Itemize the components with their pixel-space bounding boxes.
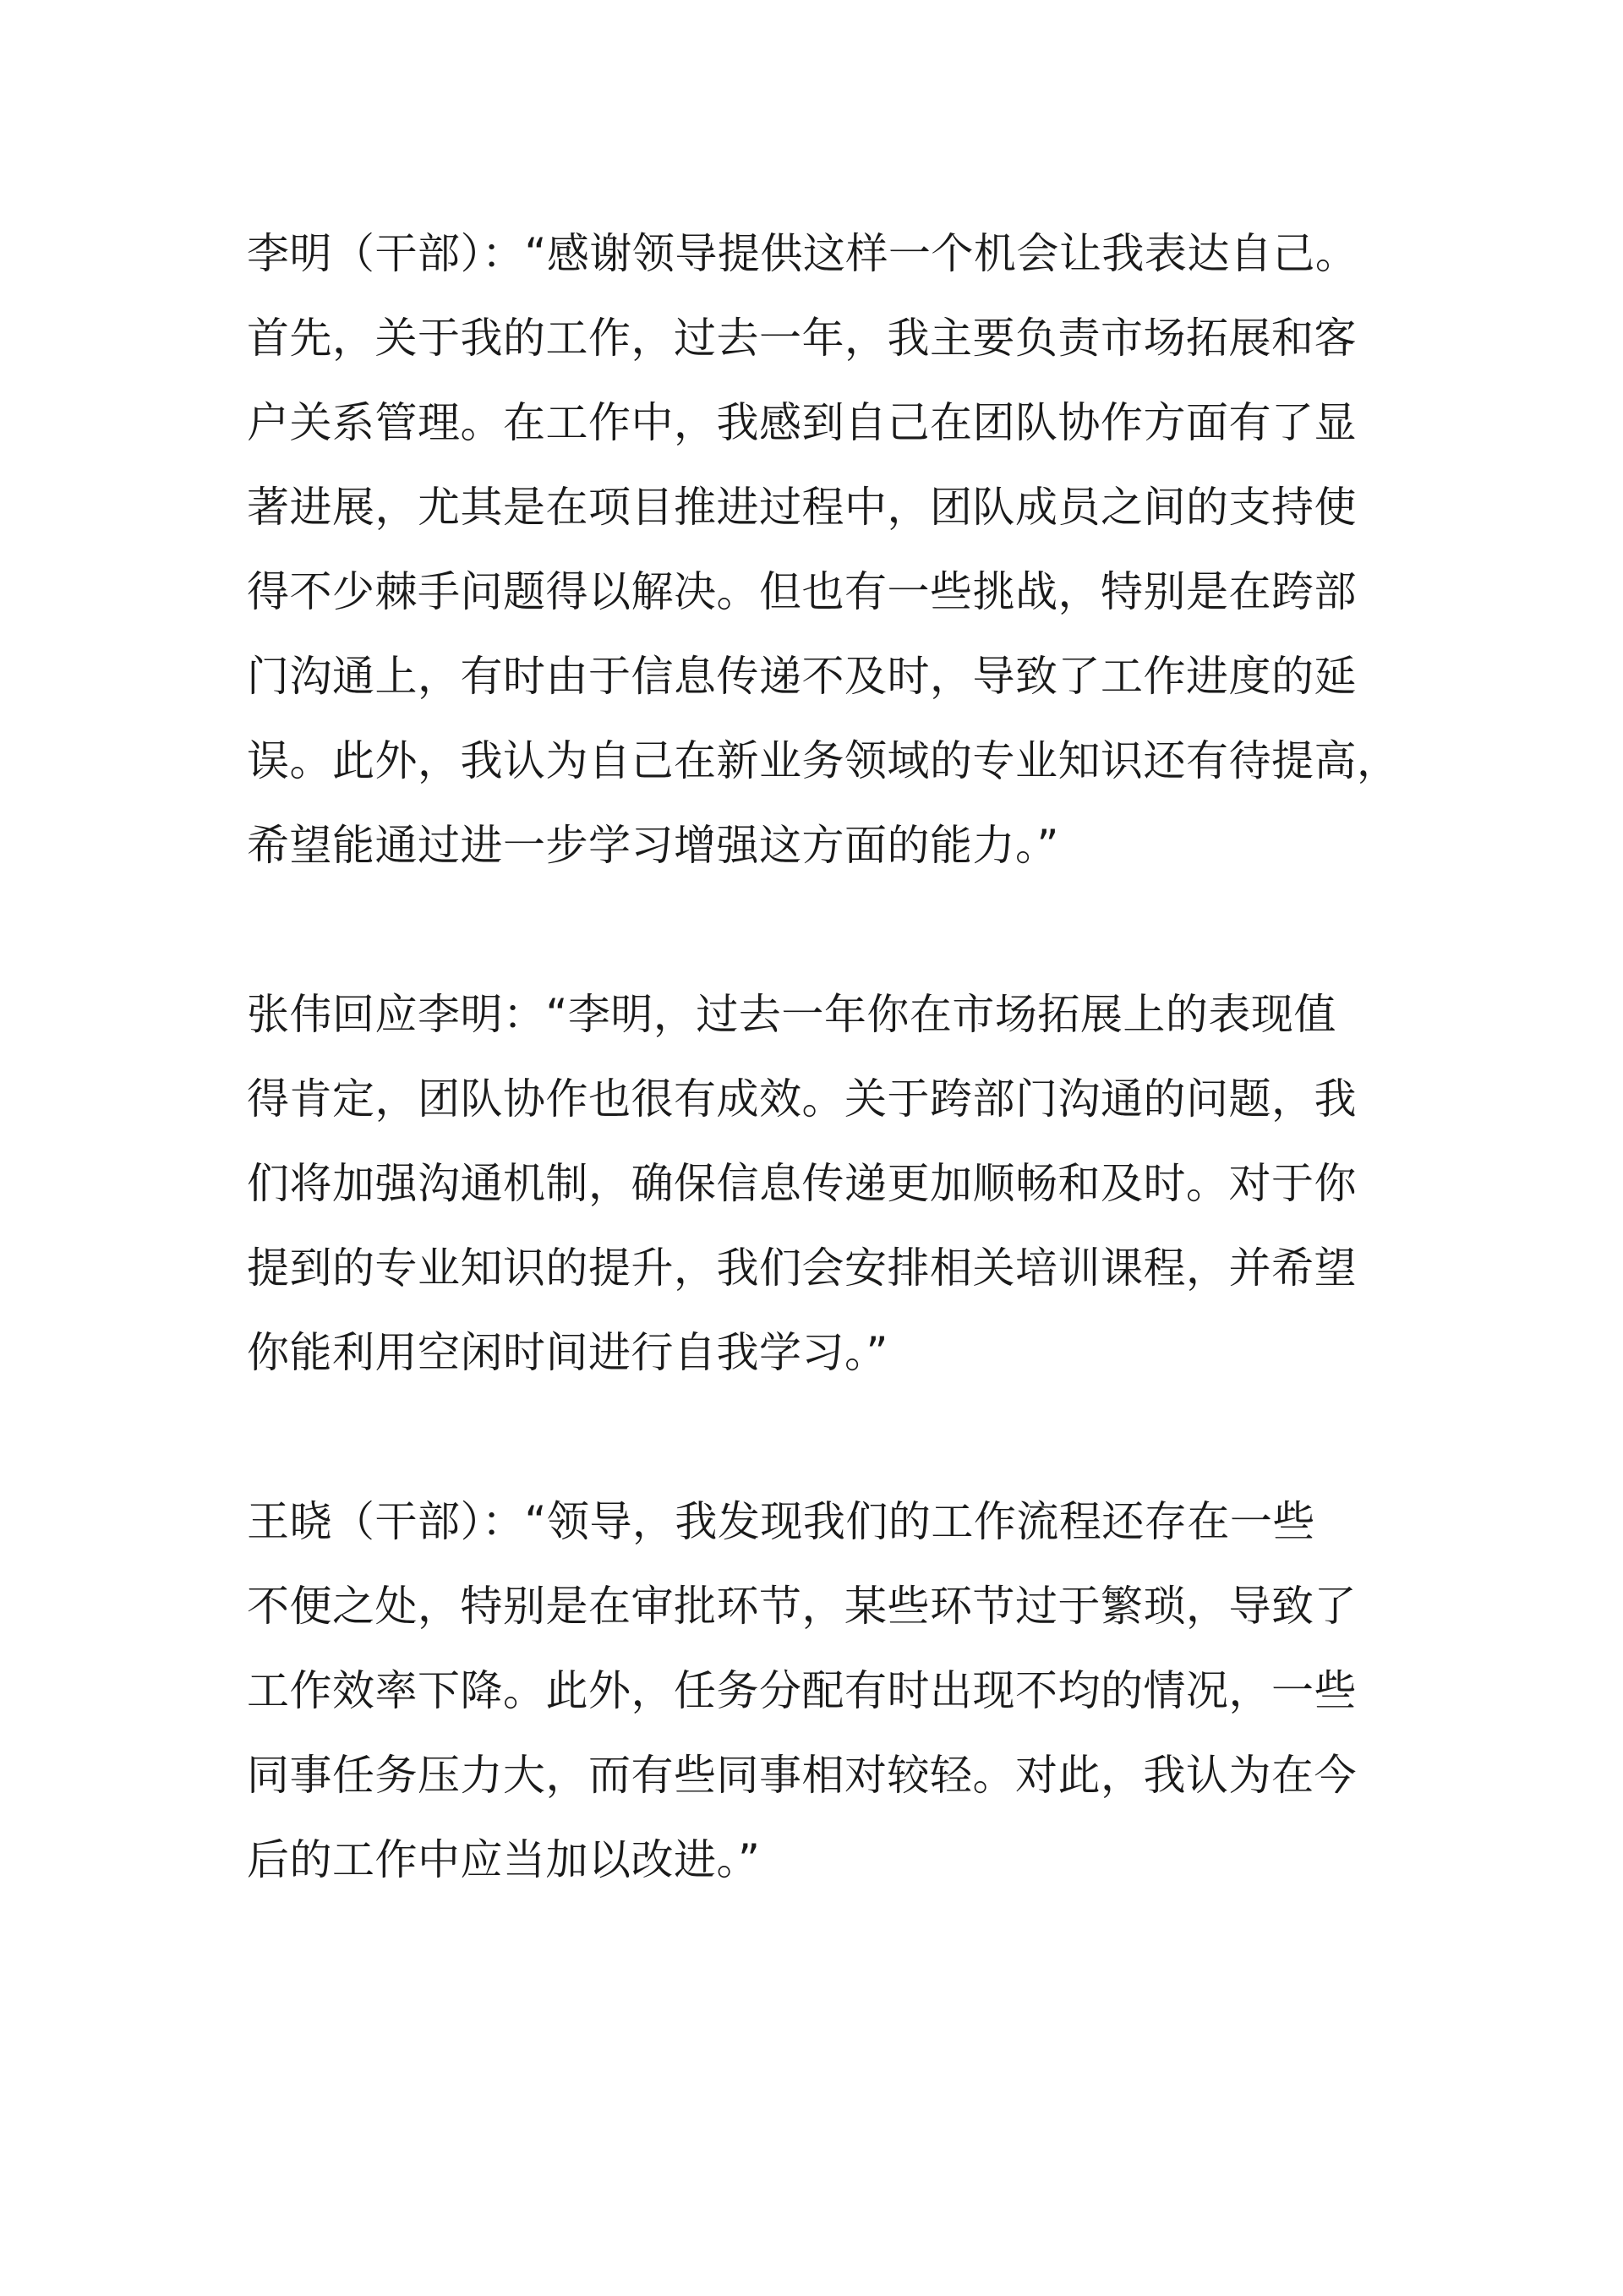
paragraph-line: 你能利用空闲时间进行自我学习。” bbox=[247, 1328, 888, 1377]
paragraph-line: 工作效率下降。此外，任务分配有时出现不均的情况，一些 bbox=[247, 1666, 1357, 1715]
paragraph-line: 希望能通过进一步学习增强这方面的能力。” bbox=[247, 821, 1059, 870]
document-body bbox=[247, 211, 1405, 1902]
paragraph-line: 李明（干部）：“感谢领导提供这样一个机会让我表达自己。 bbox=[247, 229, 1358, 278]
paragraph-line: 不便之处，特别是在审批环节，某些环节过于繁琐，导致了 bbox=[247, 1582, 1357, 1631]
paragraph-line: 门沟通上，有时由于信息传递不及时，导致了工作进度的延 bbox=[247, 652, 1357, 701]
paragraph-wang-xiao bbox=[247, 1479, 1405, 1902]
paragraph-line: 提到的专业知识的提升，我们会安排相关培训课程，并希望 bbox=[247, 1244, 1357, 1293]
paragraph-line: 们将加强沟通机制，确保信息传递更加顺畅和及时。对于你 bbox=[247, 1159, 1357, 1208]
paragraph-line: 张伟回应李明：“李明，过去一年你在市场拓展上的表现值 bbox=[247, 990, 1336, 1039]
paragraph-li-ming bbox=[247, 211, 1405, 888]
paragraph-zhang-wei-response bbox=[247, 972, 1405, 1395]
paragraph-line: 著进展，尤其是在项目推进过程中，团队成员之间的支持使 bbox=[247, 483, 1357, 532]
paragraph-line: 王晓（干部）：“领导，我发现我们的工作流程还存在一些 bbox=[247, 1497, 1315, 1546]
paragraph-line: 得不少棘手问题得以解决。但也有一些挑战，特别是在跨部 bbox=[247, 567, 1357, 616]
paragraph-line: 同事任务压力大，而有些同事相对较轻。对此，我认为在今 bbox=[247, 1751, 1357, 1800]
paragraph-line: 得肯定，团队协作也很有成效。关于跨部门沟通的问题，我 bbox=[247, 1074, 1357, 1123]
paragraph-line: 后的工作中应当加以改进。” bbox=[247, 1835, 761, 1884]
paragraph-line: 误。此外，我认为自己在新业务领域的专业知识还有待提高， bbox=[247, 736, 1400, 785]
paragraph-line: 首先，关于我的工作，过去一年，我主要负责市场拓展和客 bbox=[247, 314, 1357, 363]
paragraph-line: 户关系管理。在工作中，我感到自己在团队协作方面有了显 bbox=[247, 398, 1357, 447]
